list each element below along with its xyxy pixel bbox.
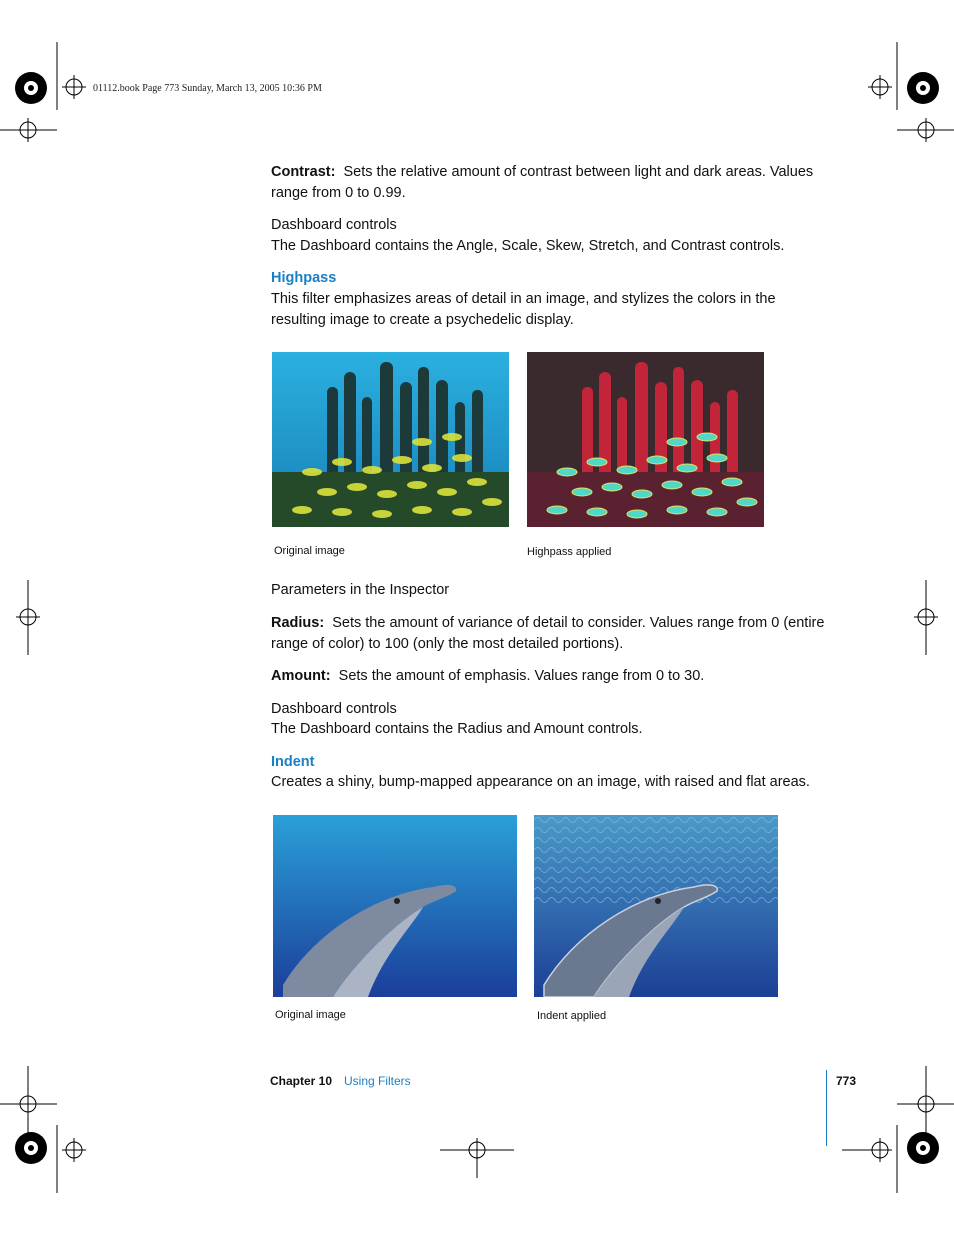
highpass-caption-applied: Highpass applied [527, 546, 612, 558]
indent-heading: Indent [271, 754, 315, 770]
indent-applied-image [534, 815, 778, 997]
radius-label: Radius: [271, 615, 325, 631]
dashboard-text-1: The Dashboard contains the Angle, Scale, Skew, Stretch, and Contrast controls. [271, 238, 785, 254]
slug-line: 01112.book Page 773 Sunday, March 13, 2005 10:36 PM [93, 83, 322, 94]
radius-text: Sets the amount of variance of detail to consider. Values range from 0 (entire range of color) to 100 (only the most detailed portions). [271, 615, 825, 652]
dashboard-heading-1: Dashboard controls [271, 217, 397, 233]
dashboard-text-2: The Dashboard contains the Radius and Amount controls. [271, 721, 643, 737]
psychedelic-fish-photo [527, 352, 764, 527]
indent-intro: Creates a shiny, bump-mapped appearance on an image, with raised and flat areas. [271, 774, 810, 790]
dashboard-heading-2: Dashboard controls [271, 701, 397, 717]
page-number: 773 [836, 1074, 857, 1088]
indent-caption-applied: Indent applied [537, 1010, 607, 1022]
contrast-paragraph [271, 162, 831, 204]
inspector-heading: Parameters in the Inspector [271, 582, 450, 598]
contrast-label: Contrast: [271, 164, 336, 180]
radius-paragraph [271, 613, 831, 655]
contrast-text: Sets the relative amount of contrast between light and dark areas. Values range from 0 to 0.99. [271, 164, 814, 201]
indent-original-image [273, 815, 517, 997]
highpass-original-image [272, 352, 509, 527]
footer-chapter-title[interactable]: Using Filters [344, 1074, 411, 1088]
amount-text: Sets the amount of emphasis. Values range from 0 to 30. [338, 668, 705, 684]
footer-chapter: Chapter 10 [270, 1074, 333, 1088]
highpass-intro: This filter emphasizes areas of detail in an image, and stylizes the colors in the resulting image to create a psychedelic display. [271, 291, 776, 328]
indent-caption-original: Original image [275, 1009, 346, 1021]
footer-divider [826, 1070, 827, 1146]
bump-mapped-dolphin-photo [534, 815, 778, 997]
amount-label: Amount: [271, 668, 331, 684]
amount-paragraph [271, 666, 831, 687]
highpass-applied-image [527, 352, 764, 527]
dolphin-photo [273, 815, 517, 997]
highpass-caption-original: Original image [274, 545, 345, 557]
highpass-heading: Highpass [271, 270, 337, 286]
coral-fish-photo [272, 352, 509, 527]
